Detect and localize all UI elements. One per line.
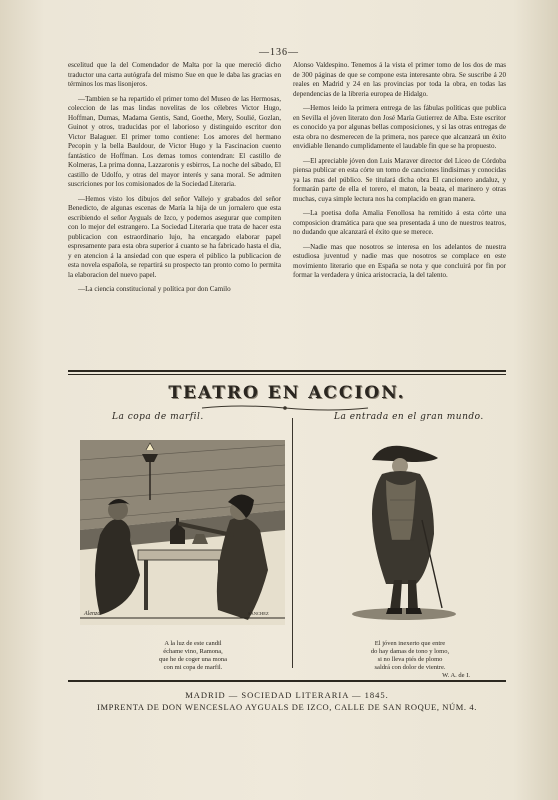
title-flourish	[200, 404, 370, 412]
footer-imprint: IMPRENTA DE DON WENCESLAO AYGUALS DE IZCO, CALLE DE SAN ROQUE, NÚM. 4.	[97, 702, 477, 712]
right-caption-title: La entrada en el gran mundo.	[334, 412, 484, 422]
tavern-engraving	[80, 440, 285, 625]
footer-publisher: MADRID — SOCIEDAD LITERARIA — 1845.	[185, 690, 389, 700]
article-columns	[68, 61, 506, 367]
verse-line: échame vino, Ramona,	[163, 648, 223, 655]
paragraph: —Hemos visto los dibujos del señor Vallejo y grabados del señor Benedicto, de algunas escenas de María la hija de un jornalero que esta escribiendo el señor Ayguals de Izco, y podemos asegurar que compiten con lo mejor del estrangero. La Sociedad Literaria que trata de hacer esta publicacion con estraordinario lujo, ha encargado elaborar papel espresamente para esta obra superior á cuanto se ha fabricado hasta el dia, y en atencion á la ansiedad con que espera el público la publicacion de esta novela española, se repartirá su prospecto tan pronto como lo permita la elaboracion del nuevo papel.	[68, 194, 281, 279]
paragraph: —Hemos leido la primera entrega de las fábulas políticas que publica en Sevilla el jóven literato don José María Gutierrez de Alba. Este escritor es conocido ya por algunas bellas composiciones, y si las otras entregas de esta obra no desmerecen de la primera, nos parece que alcanzará un éxito envidiable llenando cumplidamente el laudable fin que se ha propuesto.	[293, 104, 506, 150]
right-verse	[330, 640, 490, 680]
left-verse	[118, 640, 268, 672]
paragraph: —La ciencia constitucional y política por don Camilo	[78, 285, 231, 293]
verse-line: si no lleva piés de plomo	[377, 656, 443, 663]
gentleman-engraving	[342, 440, 462, 622]
engraver-signature-right: SANCHEZ	[248, 611, 269, 616]
paragraph: —La poetisa doña Amalia Fenollosa ha remitido á esta córte una composicion dramática para que sea presentada á uno de nuestros teatros, no dudando que alcanzará el éxito que se merece.	[293, 209, 506, 236]
paragraph: escelitud que la del Comendador de Malta por la que mereció dicho traductor una carta autógrafa del mismo Sue en que le daba las gracias en términos los mas lisonjeros.	[68, 61, 281, 88]
verse-signature: W. A. de I.	[442, 672, 470, 679]
section-title: TEATRO EN ACCION.	[168, 383, 406, 403]
paragraph: Alonso Valdespino. Tenemos á la vista el primer tomo de los dos de mas de 300 páginas de que se compone esta interesante obra. Se suscribe á 20 reales en Madrid y 24 en las provincias por toda la obra, en todas las dependencias de la libreria europea de Hidalgo.	[293, 61, 506, 98]
paragraph: —El apreciable jóven don Luis Maraver director del Liceo de Córdoba piensa publicar en esta córte un tomo de canciones lindisimas y conocidas ya las mas del público. Se titulará dicha obra El cancionero andaluz, y formarán parte de ella el torero, el maton, la beata, el marinero y otras muchas, cuya simple lectura nos ha complacido en gran manera.	[293, 156, 506, 203]
paragraph: —Nadie mas que nosotros se interesa en los adelantos de nuestra estudiosa juventud y nadie mas que nosotros se complace en este movimiento literario que en España se nota y que concluirá por fin por formar la verdadera y única aristocracia, la del talento.	[293, 242, 506, 279]
verse-line: que he de coger una mona	[158, 656, 228, 663]
left-caption-title: La copa de marfil.	[112, 412, 204, 422]
column-right	[293, 61, 506, 367]
verse-line: con mi copa de marfil.	[163, 664, 223, 671]
verse-line: El jóven inexerto que entre	[374, 640, 446, 647]
paragraph: —Tambien se ha repartido el primer tomo del Museo de las Hermosas, coleccion de las mas lindas novelitas de los célebres Victor Hugo, Hoffman, Dumas, Madama Gentis, Sand, Goethe, Mery, Soulié, Gozlan, Guinot y otros, traducidas por el laborioso y distinguido escritor don Victor Balaguer. El primer tomo contiene: Los amores del hermano Pecopin y la bella Bauldour, de Victor Hugo y la Fascinacion cuento fantástico de Hoffman. Los demas tomos contendran: El castillo de Kolmeras, La prima donna, Lazzaronis y esbirros, La noche del sábado, El castillo de Udolfo, y otras del mayor interés y sana moral. Se admiten suscriciones por los comisionados de la Sociedad Literaria.	[68, 94, 281, 188]
verse-line: do hay damas de tono y lomo,	[370, 648, 450, 655]
page-number: —136—	[259, 47, 299, 58]
verse-line: saldrá con dolor de vientre.	[374, 664, 446, 671]
section-rule-top-thin	[68, 374, 506, 375]
section-rule-top	[68, 370, 506, 372]
verse-line: A la luz de este candil	[164, 640, 222, 647]
footer-rule	[68, 680, 506, 682]
column-divider	[292, 418, 293, 668]
engraver-signature-left: Alenza	[84, 611, 101, 617]
column-left	[68, 61, 281, 367]
